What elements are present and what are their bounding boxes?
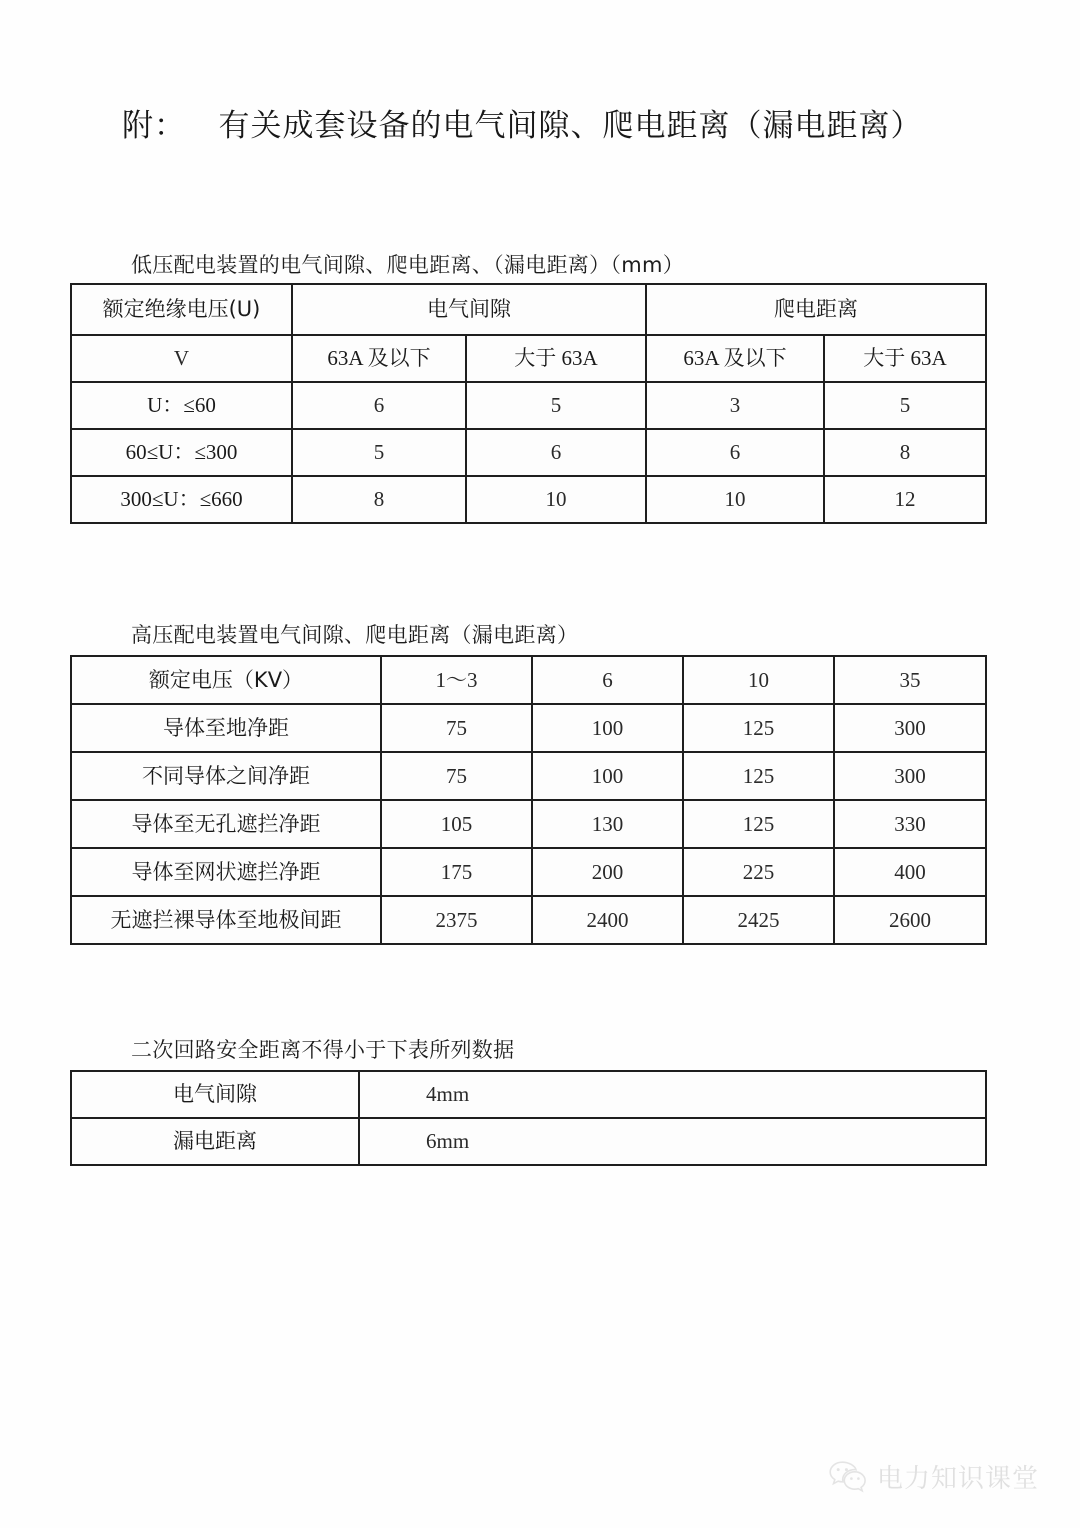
table-row bbox=[71, 382, 986, 429]
cell-value: 1～3 bbox=[381, 656, 532, 704]
cell-value: 200 bbox=[532, 848, 683, 896]
table-row bbox=[71, 335, 986, 382]
table-secondary-circuit-distance bbox=[70, 1070, 987, 1166]
cell-value: 12 bbox=[824, 476, 986, 523]
wechat-icon bbox=[828, 1460, 868, 1494]
cell-value: 6 bbox=[532, 656, 683, 704]
row-label: 300≤U：≤660 bbox=[71, 476, 292, 523]
cell-value: 6 bbox=[292, 382, 466, 429]
table-row bbox=[71, 752, 986, 800]
table-row bbox=[71, 704, 986, 752]
table-row bbox=[71, 476, 986, 523]
cell-value: 6mm bbox=[359, 1118, 986, 1165]
cell-value: 130 bbox=[532, 800, 683, 848]
header-creepage-distance: 爬电距离 bbox=[646, 284, 986, 335]
table-caption-secondary-circuit: 二次回路安全距离不得小于下表所列数据 bbox=[131, 1038, 515, 1062]
row-label: 额定电压（KV） bbox=[71, 656, 381, 704]
cell-value: 175 bbox=[381, 848, 532, 896]
header-clearance-63a-below: 63A 及以下 bbox=[292, 335, 466, 382]
header-clearance-above-63a: 大于 63A bbox=[466, 335, 646, 382]
cell-value: 4mm bbox=[359, 1071, 986, 1118]
cell-value: 100 bbox=[532, 752, 683, 800]
cell-value: 10 bbox=[683, 656, 834, 704]
cell-value: 400 bbox=[834, 848, 986, 896]
cell-value: 2375 bbox=[381, 896, 532, 944]
row-label: 导体至无孔遮拦净距 bbox=[71, 800, 381, 848]
page-title: 附： 有关成套设备的电气间隙、爬电距离（漏电距离） bbox=[122, 108, 923, 144]
cell-value: 300 bbox=[834, 704, 986, 752]
row-label: 导体至网状遮拦净距 bbox=[71, 848, 381, 896]
cell-value: 125 bbox=[683, 752, 834, 800]
table-row bbox=[71, 896, 986, 944]
watermark-label: 电力知识课堂 bbox=[877, 1464, 1040, 1494]
table-caption-high-voltage: 高压配电装置电气间隙、爬电距离（漏电距离） bbox=[131, 623, 579, 647]
cell-value: 35 bbox=[834, 656, 986, 704]
row-label: U：≤60 bbox=[71, 382, 292, 429]
table-caption-low-voltage: 低压配电装置的电气间隙、爬电距离、（漏电距离）（mm） bbox=[131, 253, 685, 277]
table-row bbox=[71, 800, 986, 848]
table-row bbox=[71, 1118, 986, 1165]
row-label: 漏电距离 bbox=[71, 1118, 359, 1165]
table-row bbox=[71, 284, 986, 335]
cell-value: 330 bbox=[834, 800, 986, 848]
table-row bbox=[71, 656, 986, 704]
header-unit-volt: V bbox=[71, 335, 292, 382]
row-label: 60≤U：≤300 bbox=[71, 429, 292, 476]
table-high-voltage-clearance bbox=[70, 655, 987, 945]
table-row bbox=[71, 848, 986, 896]
table-low-voltage-clearance bbox=[70, 283, 987, 524]
cell-value: 2425 bbox=[683, 896, 834, 944]
cell-value: 8 bbox=[292, 476, 466, 523]
header-creepage-63a-below: 63A 及以下 bbox=[646, 335, 824, 382]
cell-value: 6 bbox=[646, 429, 824, 476]
table-row bbox=[71, 1071, 986, 1118]
cell-value: 5 bbox=[292, 429, 466, 476]
cell-value: 2600 bbox=[834, 896, 986, 944]
header-rated-insulation-voltage: 额定绝缘电压(U) bbox=[71, 284, 292, 335]
header-creepage-above-63a: 大于 63A bbox=[824, 335, 986, 382]
cell-value: 125 bbox=[683, 704, 834, 752]
cell-value: 10 bbox=[646, 476, 824, 523]
header-electrical-clearance: 电气间隙 bbox=[292, 284, 646, 335]
row-label: 电气间隙 bbox=[71, 1071, 359, 1118]
cell-value: 5 bbox=[824, 382, 986, 429]
cell-value: 105 bbox=[381, 800, 532, 848]
cell-value: 125 bbox=[683, 800, 834, 848]
cell-value: 75 bbox=[381, 704, 532, 752]
cell-value: 5 bbox=[466, 382, 646, 429]
cell-value: 75 bbox=[381, 752, 532, 800]
row-label: 无遮拦裸导体至地极间距 bbox=[71, 896, 381, 944]
table-row bbox=[71, 429, 986, 476]
cell-value: 100 bbox=[532, 704, 683, 752]
cell-value: 10 bbox=[466, 476, 646, 523]
cell-value: 8 bbox=[824, 429, 986, 476]
row-label: 导体至地净距 bbox=[71, 704, 381, 752]
cell-value: 2400 bbox=[532, 896, 683, 944]
cell-value: 3 bbox=[646, 382, 824, 429]
row-label: 不同导体之间净距 bbox=[71, 752, 381, 800]
cell-value: 6 bbox=[466, 429, 646, 476]
cell-value: 225 bbox=[683, 848, 834, 896]
watermark bbox=[828, 1458, 1039, 1495]
cell-value: 300 bbox=[834, 752, 986, 800]
